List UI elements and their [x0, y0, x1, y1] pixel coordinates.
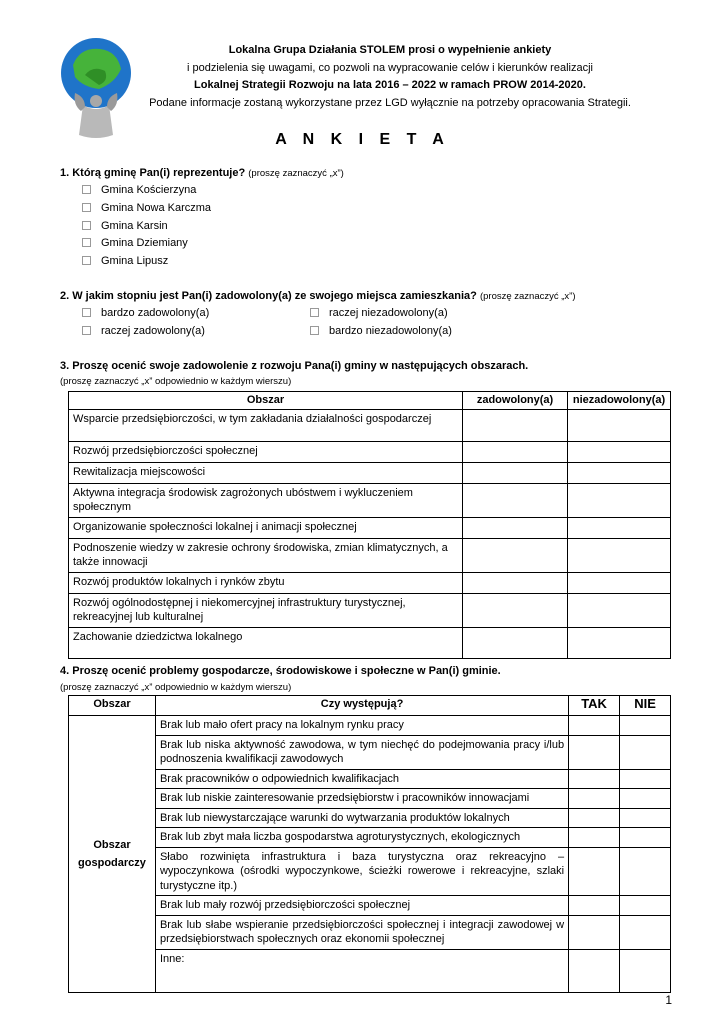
- q1-option[interactable]: [82, 202, 211, 214]
- table-row: [69, 441, 671, 462]
- row-label-other[interactable]: Inne:: [155, 949, 568, 992]
- header-line-1: Lokalna Grupa Działania STOLEM prosi o wypełnienie ankiety: [228, 44, 552, 56]
- q1-option-label: Gmina Kościerzyna: [101, 184, 197, 196]
- answer-cell-yes[interactable]: [569, 808, 620, 828]
- answer-cell-satisfied[interactable]: [463, 572, 568, 593]
- row-label: Brak lub mało ofert pracy na lokalnym rynku pracy: [155, 716, 568, 736]
- answer-cell-satisfied[interactable]: [463, 593, 568, 627]
- answer-cell-dissatisfied[interactable]: [568, 462, 671, 483]
- answer-cell-no[interactable]: [620, 769, 671, 789]
- column-header-satisfied: zadowolony(a): [463, 392, 568, 410]
- answer-cell-satisfied[interactable]: [463, 538, 568, 572]
- q3-table: [68, 391, 671, 659]
- answer-cell-no[interactable]: [620, 716, 671, 736]
- answer-cell-yes[interactable]: [569, 735, 620, 769]
- answer-cell-yes[interactable]: [569, 769, 620, 789]
- answer-cell-no[interactable]: [620, 735, 671, 769]
- column-header-area: Obszar: [69, 392, 463, 410]
- answer-cell-satisfied[interactable]: [463, 441, 568, 462]
- row-label: Rozwój produktów lokalnych i rynków zbytu: [69, 572, 463, 593]
- answer-cell-dissatisfied[interactable]: [568, 409, 671, 441]
- q4-note: (proszę zaznaczyć „x” odpowiednio w każdym wierszu): [60, 682, 292, 693]
- q3-note: (proszę zaznaczyć „x” odpowiednio w każdym wierszu): [60, 376, 292, 387]
- q2-option[interactable]: [82, 307, 209, 319]
- answer-cell-satisfied[interactable]: [463, 462, 568, 483]
- column-header-no: NIE: [620, 696, 671, 716]
- table-row: [69, 847, 671, 896]
- row-label: Podnoszenie wiedzy w zakresie ochrony środowiska, zmian klimatycznych, a także innowacji: [69, 538, 463, 572]
- q2-option-label: raczej niezadowolony(a): [329, 307, 448, 319]
- q2-note: (proszę zaznaczyć „x”): [479, 291, 576, 302]
- lgd-stolem-logo: [55, 35, 137, 141]
- table-row: [69, 716, 671, 736]
- q1-option-label: Gmina Dziemiany: [101, 237, 188, 249]
- checkbox-icon[interactable]: [82, 256, 91, 265]
- q1-option-label: Gmina Karsin: [101, 220, 168, 232]
- table-row: [69, 572, 671, 593]
- table-row: [69, 789, 671, 809]
- table-row: [69, 409, 671, 441]
- q1-option[interactable]: [82, 220, 168, 232]
- checkbox-icon[interactable]: [310, 326, 319, 335]
- answer-cell-yes[interactable]: [569, 915, 620, 949]
- answer-cell-no[interactable]: [620, 949, 671, 992]
- q1-option[interactable]: [82, 237, 188, 249]
- table-row: [69, 769, 671, 789]
- q1-question-text: 1. Którą gminę Pan(i) reprezentuje?: [60, 167, 246, 179]
- answer-cell-no[interactable]: [620, 896, 671, 916]
- q2-option-label: raczej zadowolony(a): [101, 325, 205, 337]
- row-label: Słabo rozwinięta infrastruktura i baza turystyczna oraz rekreacyjno – wypoczynkowa (ośrodki wypoczynkowe, ścieżki rowerowe i rekreacyjne, szlaki turystyczne itp.): [155, 847, 568, 896]
- row-label: Brak pracowników o odpowiednich kwalifikacjach: [155, 769, 568, 789]
- table-row: [69, 949, 671, 992]
- q4-question: 4. Proszę ocenić problemy gospodarcze, środowiskowe i społeczne w Pan(i) gminie.: [60, 665, 501, 677]
- answer-cell-satisfied[interactable]: [463, 409, 568, 441]
- answer-cell-dissatisfied[interactable]: [568, 627, 671, 658]
- q1-option-label: Gmina Nowa Karczma: [101, 202, 212, 214]
- row-label: Brak lub niskie zainteresowanie przedsiębiorstw i pracowników innowacjami: [155, 789, 568, 809]
- row-label: Rozwój przedsiębiorczości społecznej: [69, 441, 463, 462]
- table-header-row: [69, 392, 671, 410]
- table-row: [69, 915, 671, 949]
- q2-option-label: bardzo niezadowolony(a): [329, 325, 452, 337]
- table-header-row: [69, 696, 671, 716]
- q2-option-label: bardzo zadowolony(a): [101, 307, 210, 319]
- row-label: Zachowanie dziedzictwa lokalnego: [69, 627, 463, 658]
- answer-cell-dissatisfied[interactable]: [568, 572, 671, 593]
- header-line-3: Lokalnej Strategii Rozwoju na lata 2016 – 2022 w ramach PROW 2014-2020.: [194, 79, 586, 91]
- table-row: [69, 538, 671, 572]
- row-label: Rewitalizacja miejscowości: [69, 462, 463, 483]
- header-line-2: i podzielenia się uwagami, co pozwoli na wypracowanie celów i kierunków realizacji: [187, 61, 593, 74]
- answer-cell-satisfied[interactable]: [463, 627, 568, 658]
- answer-cell-yes[interactable]: [569, 789, 620, 809]
- checkbox-icon[interactable]: [82, 238, 91, 247]
- survey-header: [140, 42, 640, 112]
- answer-cell-no[interactable]: [620, 789, 671, 809]
- answer-cell-yes[interactable]: [569, 949, 620, 992]
- answer-cell-yes[interactable]: [569, 847, 620, 896]
- table-row: [69, 462, 671, 483]
- checkbox-icon[interactable]: [310, 308, 319, 317]
- answer-cell-no[interactable]: [620, 915, 671, 949]
- table-row: [69, 735, 671, 769]
- column-header-yes: TAK: [569, 696, 620, 716]
- page-number: 1: [665, 993, 672, 1007]
- q2-option[interactable]: [310, 307, 448, 319]
- q2-question: [60, 290, 576, 302]
- q3-question: 3. Proszę ocenić swoje zadowolenie z rozwoju Pana(i) gminy w następujących obszarach.: [60, 360, 529, 372]
- q1-option[interactable]: [82, 255, 168, 267]
- survey-title: A N K I E T A: [275, 131, 450, 148]
- answer-cell-satisfied[interactable]: [463, 483, 568, 517]
- row-label: Brak lub zbyt mała liczba gospodarstwa agroturystycznych, ekologicznych: [155, 828, 568, 848]
- row-label: Brak lub słabe wspieranie przedsiębiorczości społecznej i integracji zawodowej w przedsiębiorstwach społecznych oraz ekonomii społecznej: [155, 915, 568, 949]
- row-label: Brak lub mały rozwój przedsiębiorczości społecznej: [155, 896, 568, 916]
- column-header-area: Obszar: [69, 696, 156, 716]
- q1-question: [60, 167, 344, 179]
- answer-cell-dissatisfied[interactable]: [568, 593, 671, 627]
- answer-cell-no[interactable]: [620, 847, 671, 896]
- q2-option[interactable]: [310, 325, 452, 337]
- row-label: Rozwój ogólnodostępnej i niekomercyjnej infrastruktury turystycznej, rekreacyjnej lub kulturalnej: [69, 593, 463, 627]
- checkbox-icon[interactable]: [82, 221, 91, 230]
- answer-cell-dissatisfied[interactable]: [568, 483, 671, 517]
- table-row: [69, 517, 671, 538]
- answer-cell-dissatisfied[interactable]: [568, 441, 671, 462]
- row-label: Aktywna integracja środowisk zagrożonych ubóstwem i wykluczeniem społecznym: [69, 483, 463, 517]
- checkbox-icon[interactable]: [82, 308, 91, 317]
- answer-cell-yes[interactable]: [569, 828, 620, 848]
- checkbox-icon[interactable]: [82, 185, 91, 194]
- q2-option[interactable]: [82, 325, 205, 337]
- answer-cell-no[interactable]: [620, 828, 671, 848]
- answer-cell-satisfied[interactable]: [463, 517, 568, 538]
- q1-option-label: Gmina Lipusz: [101, 255, 169, 267]
- row-label: Brak lub niewystarczające warunki do wytwarzania produktów lokalnych: [155, 808, 568, 828]
- header-line-4: Podane informacje zostaną wykorzystane przez LGD wyłącznie na potrzeby opracowania Strategii.: [149, 96, 631, 109]
- answer-cell-dissatisfied[interactable]: [568, 517, 671, 538]
- column-header-occurs: Czy występują?: [155, 696, 568, 716]
- answer-cell-yes[interactable]: [569, 716, 620, 736]
- answer-cell-no[interactable]: [620, 808, 671, 828]
- answer-cell-dissatisfied[interactable]: [568, 538, 671, 572]
- q2-question-text: 2. W jakim stopniu jest Pan(i) zadowolony(a) ze swojego miejsca zamieszkania?: [60, 290, 477, 302]
- row-label: Brak lub niska aktywność zawodowa, w tym niechęć do podejmowania pracy i/lub podnoszenia kwalifikacji zawodowych: [155, 735, 568, 769]
- column-header-dissatisfied: niezadowolony(a): [568, 392, 671, 410]
- table-row: [69, 808, 671, 828]
- area-economic-label: Obszar gospodarczy: [69, 716, 156, 993]
- table-row: [69, 896, 671, 916]
- checkbox-icon[interactable]: [82, 203, 91, 212]
- q4-table: [68, 695, 671, 993]
- table-row: [69, 483, 671, 517]
- q1-note: (proszę zaznaczyć „x”): [248, 168, 344, 179]
- q1-option[interactable]: [82, 184, 196, 196]
- table-row: [69, 828, 671, 848]
- row-label: Organizowanie społeczności lokalnej i animacji społecznej: [69, 517, 463, 538]
- table-row: [69, 593, 671, 627]
- table-row: [69, 627, 671, 658]
- row-label: Wsparcie przedsiębiorczości, w tym zakładania działalności gospodarczej: [69, 409, 463, 441]
- answer-cell-yes[interactable]: [569, 896, 620, 916]
- checkbox-icon[interactable]: [82, 326, 91, 335]
